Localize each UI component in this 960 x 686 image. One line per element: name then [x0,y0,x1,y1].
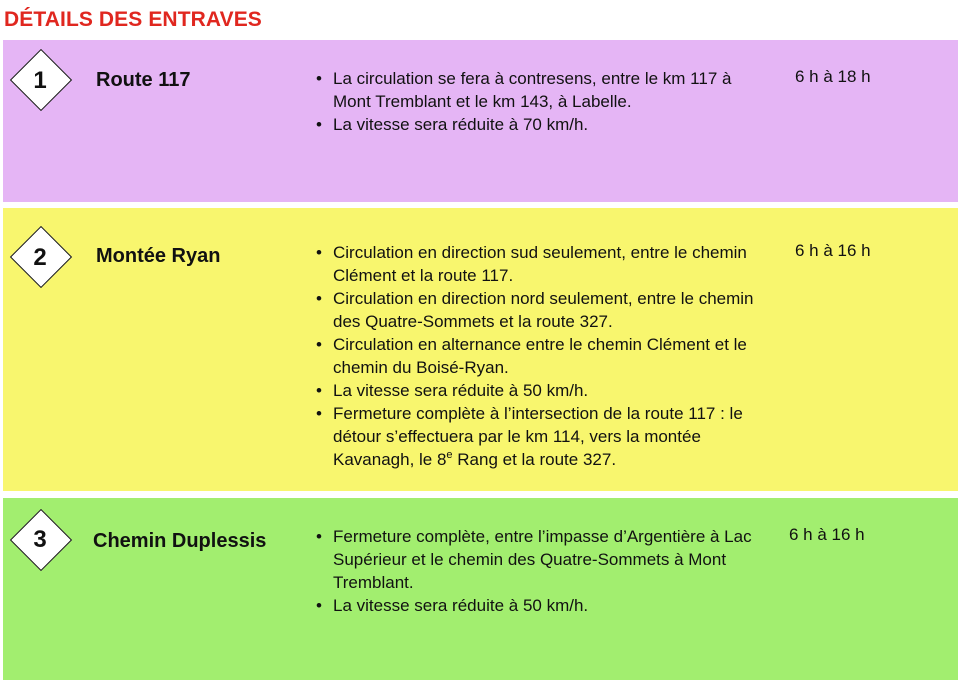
road-name: Montée Ryan [96,245,221,267]
list-item: • Circulation en direction sud seulement, entre le chemin Clément et la route 117. [316,241,771,287]
restriction-list [316,241,771,471]
road-name: Chemin Duplessis [93,530,267,552]
list-item: • La vitesse sera réduite à 70 km/h. [316,113,766,136]
section-chemin-duplessis [3,498,958,680]
time-range: 6 h à 16 h [789,525,865,544]
ordinal-superscript: e [446,449,453,461]
list-item: • Circulation en alternance entre le chemin Clément et le chemin du Boisé-Ryan. [316,333,771,379]
list-item: • Fermeture complète, entre l’impasse d’Argentière à Lac Supérieur et le chemin des Quatre-Sommets à Mont Tremblant. [316,525,766,594]
page-title: DÉTAILS DES ENTRAVES [4,8,262,31]
section-montee-ryan [3,208,958,491]
time-range: 6 h à 16 h [795,241,871,260]
list-item-text: Fermeture complète à l’intersection de la route 117 : le détour s’effectuera par le km 114, vers la montée Kavanagh, le 8 [333,404,743,469]
road-name: Route 117 [96,69,191,91]
restriction-list [316,525,766,617]
list-item [316,402,771,471]
section-number: 1 [33,67,47,94]
time-range: 6 h à 18 h [795,67,871,86]
section-route-117 [3,40,958,202]
section-number: 2 [33,244,47,271]
list-item: • Circulation en direction nord seulement, entre le chemin des Quatre-Sommets et la route 327. [316,287,771,333]
list-item: • La circulation se fera à contresens, entre le km 117 à Mont Tremblant et le km 143, à Labelle. [316,67,766,113]
list-item: • La vitesse sera réduite à 50 km/h. [316,594,766,617]
list-item-text-end: Rang et la route 327. [452,450,617,469]
restriction-list [316,67,766,136]
section-number: 3 [33,526,47,553]
list-item: • La vitesse sera réduite à 50 km/h. [316,379,771,402]
